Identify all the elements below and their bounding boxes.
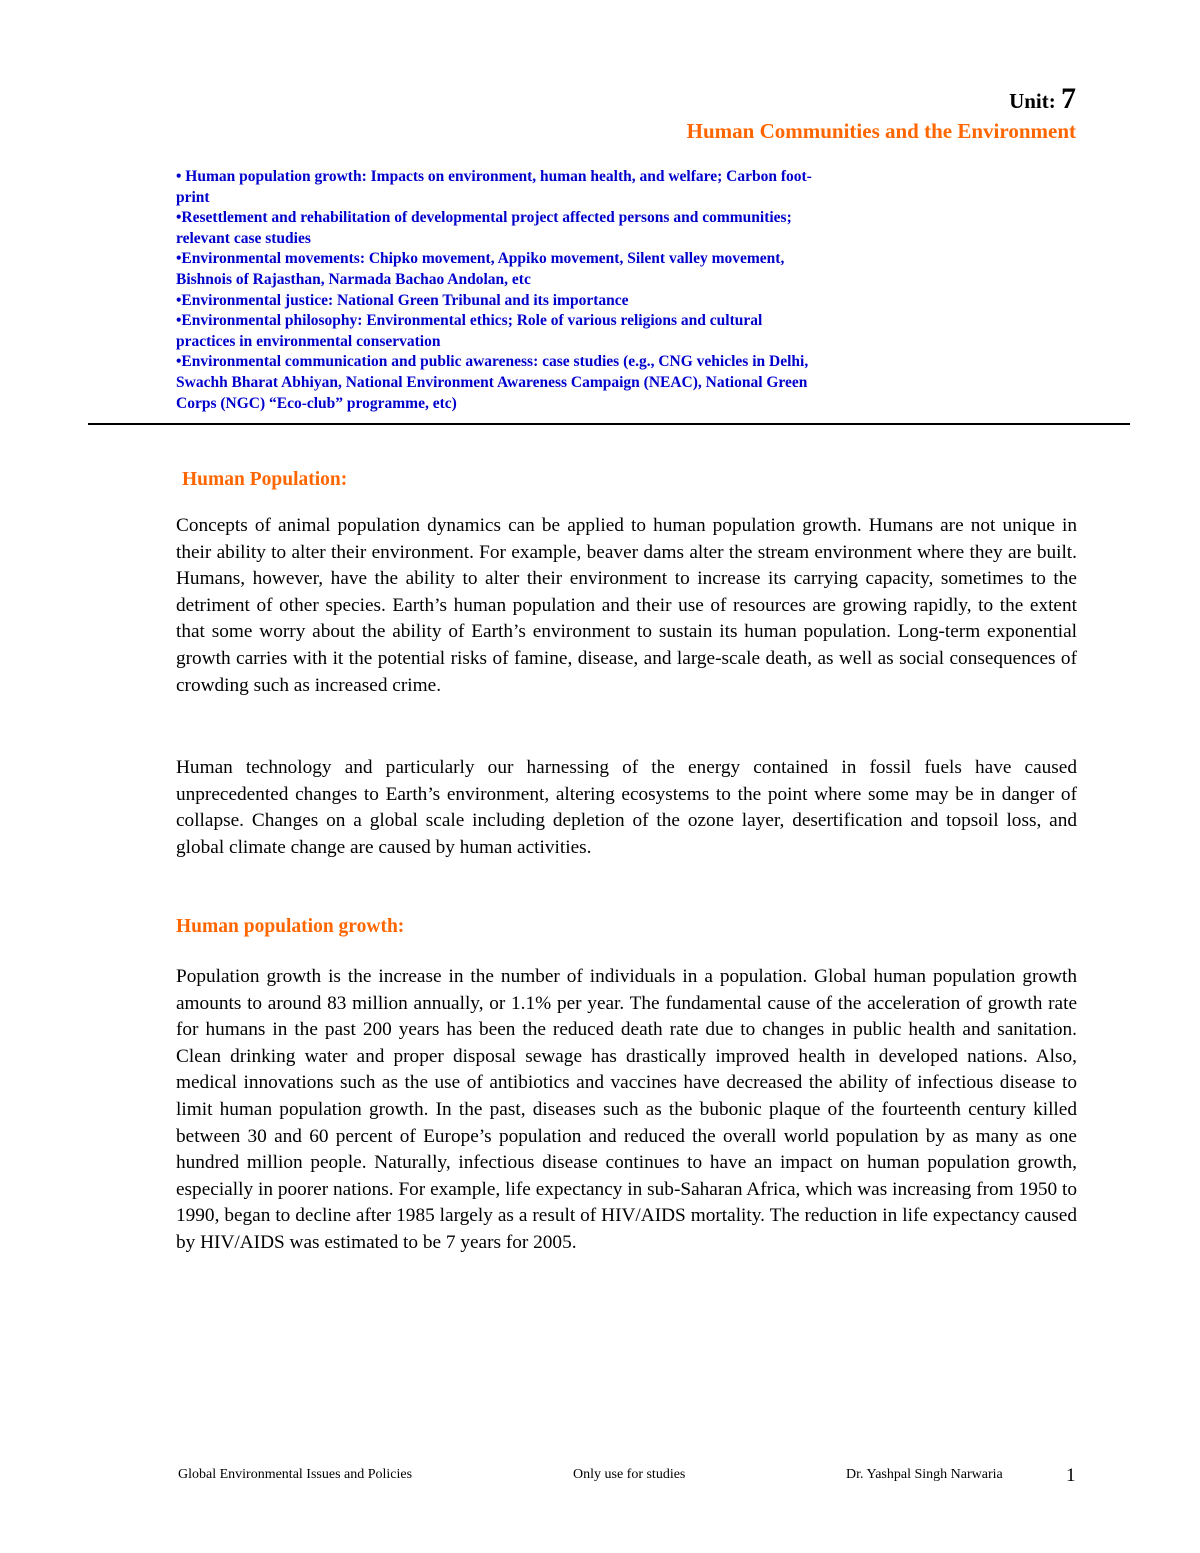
body-paragraph: Human technology and particularly our harnessing of the energy contained in fossil fuels have caused unprecedented changes to Earth’s environment, altering ecosystems to the point where some may be in danger of collapse. Changes on a global scale including depletion of the ozone layer, desertification and topsoil loss, and global climate change are caused by human activities. [176, 757, 1077, 858]
footer-right: Dr. Yashpal Singh Narwaria [846, 1467, 1003, 1482]
unit-title: Human Communities and the Environment [686, 119, 1076, 143]
header-divider [88, 423, 1130, 425]
footer-center: Only use for studies [573, 1467, 686, 1482]
syllabus-item: •Resettlement and rehabilitation of developmental project affected persons and communities; relevant case studies [176, 209, 792, 247]
syllabus-item: •Environmental justice: National Green Tribunal and its importance [176, 291, 629, 309]
unit-number: 7 [1061, 82, 1076, 115]
syllabus-list [176, 167, 816, 414]
footer-left: Global Environmental Issues and Policies [178, 1467, 413, 1482]
page-number: 1 [1066, 1465, 1076, 1486]
unit-label: Unit: [1009, 89, 1056, 113]
syllabus-item: •Environmental philosophy: Environmental ethics; Role of various religions and cultural practices in environmental conservation [176, 312, 763, 350]
body-paragraph: Concepts of animal population dynamics can be applied to human population growth. Humans are not unique in their ability to alter their environment. For example, beaver dams alter the stream environment where they are built. Humans, however, have the ability to alter their environment to increase its carrying capacity, sometimes to the detriment of other species. Earth’s human population and their use of resources are growing rapidly, to the extent that some worry about the ability of Earth’s environment to sustain its human population. Long-term exponential growth carries with it the potential risks of famine, disease, and large-scale death, as well as social consequences of crowding such as increased crime. [176, 515, 1077, 696]
syllabus-item: •Environmental movements: Chipko movement, Appiko movement, Silent valley movement, Bishnois of Rajasthan, Narmada Bachao Andolan, etc [176, 250, 785, 288]
unit-heading [1009, 82, 1076, 116]
syllabus-item: •Environmental communication and public awareness: case studies (e.g., CNG vehicles in Delhi, Swachh Bharat Abhiyan, National Environment Awareness Campaign (NEAC), National Green Corps (NGC) “Eco-club” programme, etc) [176, 353, 809, 412]
body-paragraph: Population growth is the increase in the number of individuals in a population. Global human population growth amounts to around 83 million annually, or 1.1% per year. The fundamental cause of the acceleration of growth rate for humans in the past 200 years has been the reduced death rate due to changes in public health and sanitation. Clean drinking water and proper disposal sewage has drastically improved health in developed nations. Also, medical innovations such as the use of antibiotics and vaccines have decreased the ability of infectious disease to limit human population growth. In the past, diseases such as the bubonic plaque of the fourteenth century killed between 30 and 60 percent of Europe’s population and reduced the overall world population by as many as one hundred million people. Naturally, infectious disease continues to have an impact on human population growth, especially in poorer nations. For example, life expectancy in sub-Saharan Africa, which was increasing from 1950 to 1990, began to decline after 1985 largely as a result of HIV/AIDS mortality. The reduction in life expectancy caused by HIV/AIDS was estimated to be 7 years for 2005. [176, 966, 1077, 1253]
section-heading: Human Population: [182, 469, 348, 490]
section-heading: Human population growth: [176, 916, 405, 937]
syllabus-item: • Human population growth: Impacts on environment, human health, and welfare; Carbon foot-print [176, 168, 812, 206]
